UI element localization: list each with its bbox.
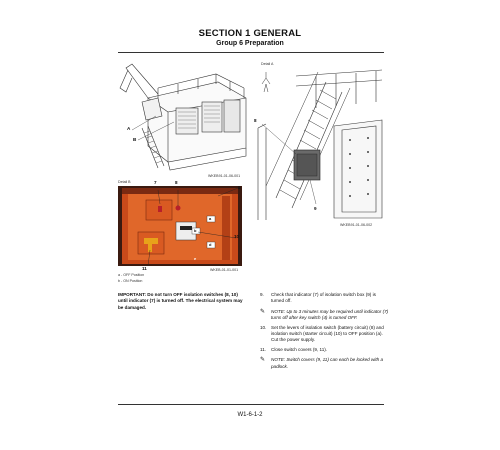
marker-a-upper: a bbox=[209, 216, 212, 221]
callout-a: A bbox=[127, 126, 131, 131]
note-text: Up to 3 minutes may be required until indicator (7) turns off after key switch (4) is turned OFF. bbox=[271, 308, 389, 321]
callout-9: 9 bbox=[238, 185, 241, 190]
legend-key: b - bbox=[118, 279, 123, 283]
header-rule bbox=[118, 52, 384, 53]
callout-9: 9 bbox=[314, 206, 317, 211]
step-number: 11. bbox=[260, 346, 267, 352]
marker-d: d bbox=[209, 242, 212, 247]
step-number: 10. bbox=[260, 324, 267, 330]
important-note bbox=[118, 292, 248, 311]
detail-b-label: Detail B bbox=[118, 180, 131, 184]
detail-a-code: WKEB91-01-06-002 bbox=[340, 223, 373, 227]
footer-rule bbox=[118, 404, 384, 405]
pencil-icon: ✎ bbox=[260, 357, 266, 364]
step-number: 9. bbox=[260, 292, 264, 297]
detail-b-code: WKEB-01-01-001 bbox=[210, 268, 239, 272]
legend-text: OFF Position bbox=[123, 273, 145, 277]
step-text: Close switch covers (9, 11). bbox=[271, 346, 328, 352]
callout-11: 11 bbox=[142, 266, 147, 271]
step-11 bbox=[260, 347, 390, 353]
callout-8: 8 bbox=[175, 180, 178, 185]
stairs-drawing bbox=[256, 68, 386, 220]
detail-a-figure bbox=[256, 68, 386, 220]
step-10 bbox=[260, 325, 390, 344]
marker-e: e bbox=[194, 256, 197, 261]
steps-list bbox=[260, 292, 390, 370]
section-title: SECTION 1 GENERAL bbox=[198, 28, 302, 39]
callout-10: 10 bbox=[234, 234, 240, 239]
step-9 bbox=[260, 292, 390, 305]
important-lead: IMPORTANT: bbox=[118, 292, 146, 297]
legend-key: a - bbox=[118, 273, 123, 277]
step-text: Set the levers of isolation switch (battery circuit) (8) and isolation switch (starter circuit) (10) to OFF position (a). Cut the power supply. bbox=[271, 324, 384, 343]
detail-label: Detail A bbox=[261, 62, 274, 66]
step-text: Check that indicator (7) of isolation switch box (9) is turned off. bbox=[271, 292, 376, 304]
switch-panel-drawing bbox=[118, 186, 242, 266]
figure-code: WKEB91-01-06-001 bbox=[208, 174, 241, 178]
note-text: Switch covers (9, 11) can each be locked with a padlock. bbox=[271, 357, 384, 369]
callout-7: 7 bbox=[154, 180, 157, 185]
note-label: NOTE: bbox=[271, 308, 286, 314]
page-number: W1-6-1-2 bbox=[237, 412, 263, 418]
legend-off bbox=[118, 273, 144, 277]
note-1 bbox=[260, 309, 390, 322]
legend-on bbox=[118, 279, 142, 283]
excavator-figure bbox=[118, 58, 250, 176]
excavator-drawing bbox=[118, 58, 250, 176]
marker-b: b bbox=[194, 228, 197, 233]
legend-text: ON Position bbox=[123, 279, 143, 283]
note-2 bbox=[260, 357, 390, 370]
callout-8: 8 bbox=[254, 118, 257, 123]
pencil-icon: ✎ bbox=[260, 308, 266, 315]
important-text: Do not turn OFF isolation switches (8, 10) until indicator (7) is turned off. The electrical system may be damaged. bbox=[118, 292, 243, 310]
callout-b: B bbox=[133, 137, 137, 142]
note-label: NOTE: bbox=[271, 357, 286, 363]
group-title: Group 6 Preparation bbox=[216, 40, 284, 47]
